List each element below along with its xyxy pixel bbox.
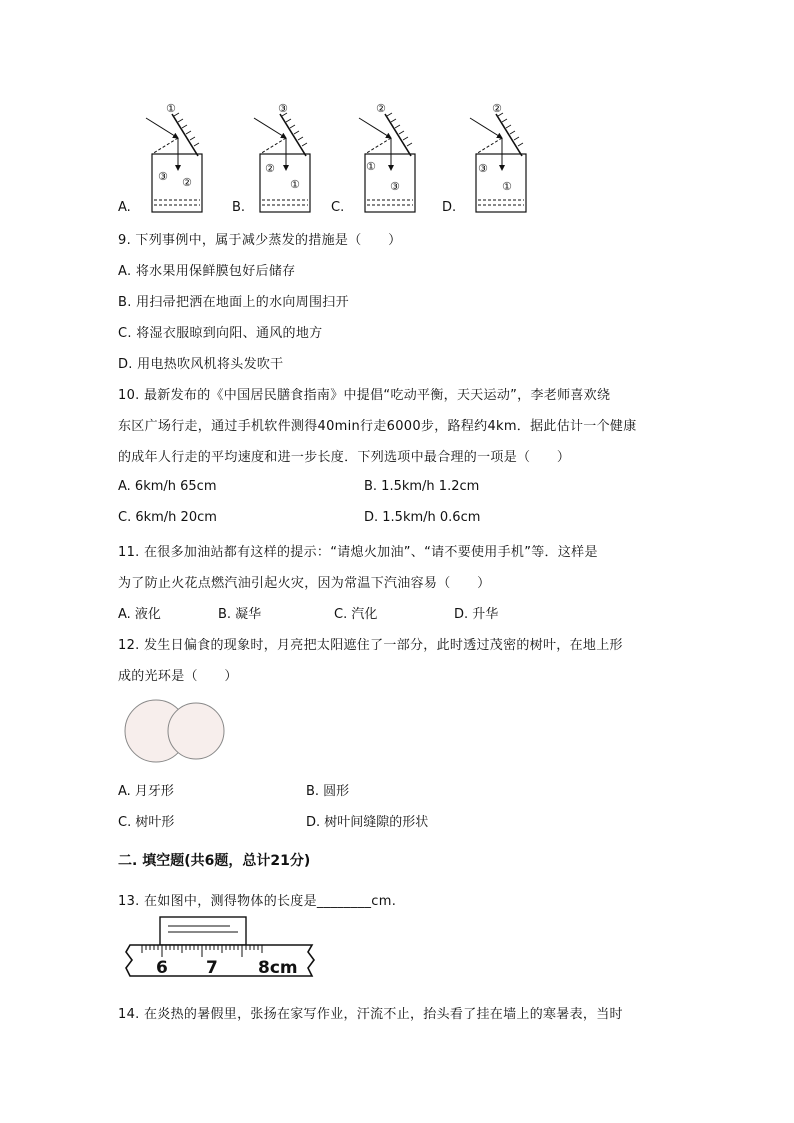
q14-line-1: 14. 在炎热的暑假里，张扬在家写作业，汗流不止，抬头看了挂在墙上的寒暑表，当时 [118, 1007, 623, 1022]
fig-d-n2: ③ [478, 162, 488, 175]
q9-option-a: A. 将水果用保鲜膜包好后储存 [118, 264, 296, 279]
q10-line-3: 的成年人行走的平均速度和进一步长度．下列选项中最合理的一项是（ ） [118, 450, 571, 465]
question-8-figure [118, 96, 538, 218]
q9-option-b: B. 用扫帚把洒在地面上的水向周围扫开 [118, 295, 349, 310]
fig-c-n3: ③ [390, 180, 400, 193]
q10-line-1: 10. 最新发布的《中国居民膳食指南》中提倡“吃动平衡，天天运动”，李老师喜欢绕 [118, 388, 611, 403]
q12-option-c: C. 树叶形 [118, 815, 175, 830]
q11-option-a: A. 液化 [118, 607, 161, 622]
q11-option-c: C. 汽化 [334, 607, 378, 622]
q10-option-b: B. 1.5km/h 1.2cm [364, 479, 480, 494]
fig-a-n1: ① [166, 102, 176, 115]
fig8-label-b: B. [232, 200, 246, 215]
ruler-label-8cm: 8cm [258, 958, 298, 978]
section-title-fill-in: 二. 填空题(共6题，总计21分) [118, 853, 311, 869]
ruler-label-6: 6 [156, 958, 168, 978]
q9-stem: 9. 下列事例中，属于减少蒸发的措施是（ ） [118, 233, 402, 248]
q10-line-2: 东区广场行走，通过手机软件测得40min行走6000步，路程约4km．据此估计一个健康 [118, 419, 637, 434]
fig8-label-c: C. [331, 200, 345, 215]
fig-a-n2: ② [182, 176, 192, 189]
q9-option-d: D. 用电热吹风机将头发吹干 [118, 357, 284, 372]
partial-eclipse-figure [122, 698, 226, 764]
ruler-figure [122, 914, 322, 986]
q11-line-1: 11. 在很多加油站都有这样的提示：“请熄火加油”、“请不要使用手机”等．这样是 [118, 545, 598, 560]
q11-line-2: 为了防止火花点燃汽油引起火灾，因为常温下汽油容易（ ） [118, 576, 491, 591]
q12-line-1: 12. 发生日偏食的现象时，月亮把太阳遮住了一部分，此时透过茂密的树叶，在地上形 [118, 638, 623, 653]
q9-option-c: C. 将湿衣服晾到向阳、通风的地方 [118, 326, 323, 341]
fig-c-n2: ① [366, 160, 376, 173]
panel-a [146, 113, 202, 212]
panel-b [254, 113, 310, 212]
q13-stem: 13. 在如图中，测得物体的长度是________cm. [118, 894, 397, 909]
q11-option-b: B. 凝华 [218, 607, 262, 622]
q12-option-a: A. 月牙形 [118, 784, 174, 799]
fig8-label-a: A. [118, 200, 131, 215]
q12-line-2: 成的光环是（ ） [118, 669, 238, 684]
q12-option-b: B. 圆形 [306, 784, 350, 799]
ruler-label-7: 7 [206, 958, 218, 978]
fig-b-n3: ① [290, 178, 300, 191]
fig-b-n2: ② [265, 162, 275, 175]
q11-option-d: D. 升华 [454, 607, 499, 622]
fig-d-n3: ① [502, 180, 512, 193]
q10-option-a: A. 6km/h 65cm [118, 479, 217, 494]
q10-option-c: C. 6km/h 20cm [118, 510, 217, 525]
q10-option-d: D. 1.5km/h 0.6cm [364, 510, 481, 525]
fig8-label-d: D. [442, 200, 457, 215]
fig-b-n1: ③ [278, 102, 288, 115]
fig-a-n3: ③ [158, 170, 168, 183]
fig-c-n1: ② [376, 102, 386, 115]
q12-option-d: D. 树叶间缝隙的形状 [306, 815, 429, 830]
fig-d-n1: ② [492, 102, 502, 115]
reflection-refraction-diagrams [118, 96, 538, 218]
